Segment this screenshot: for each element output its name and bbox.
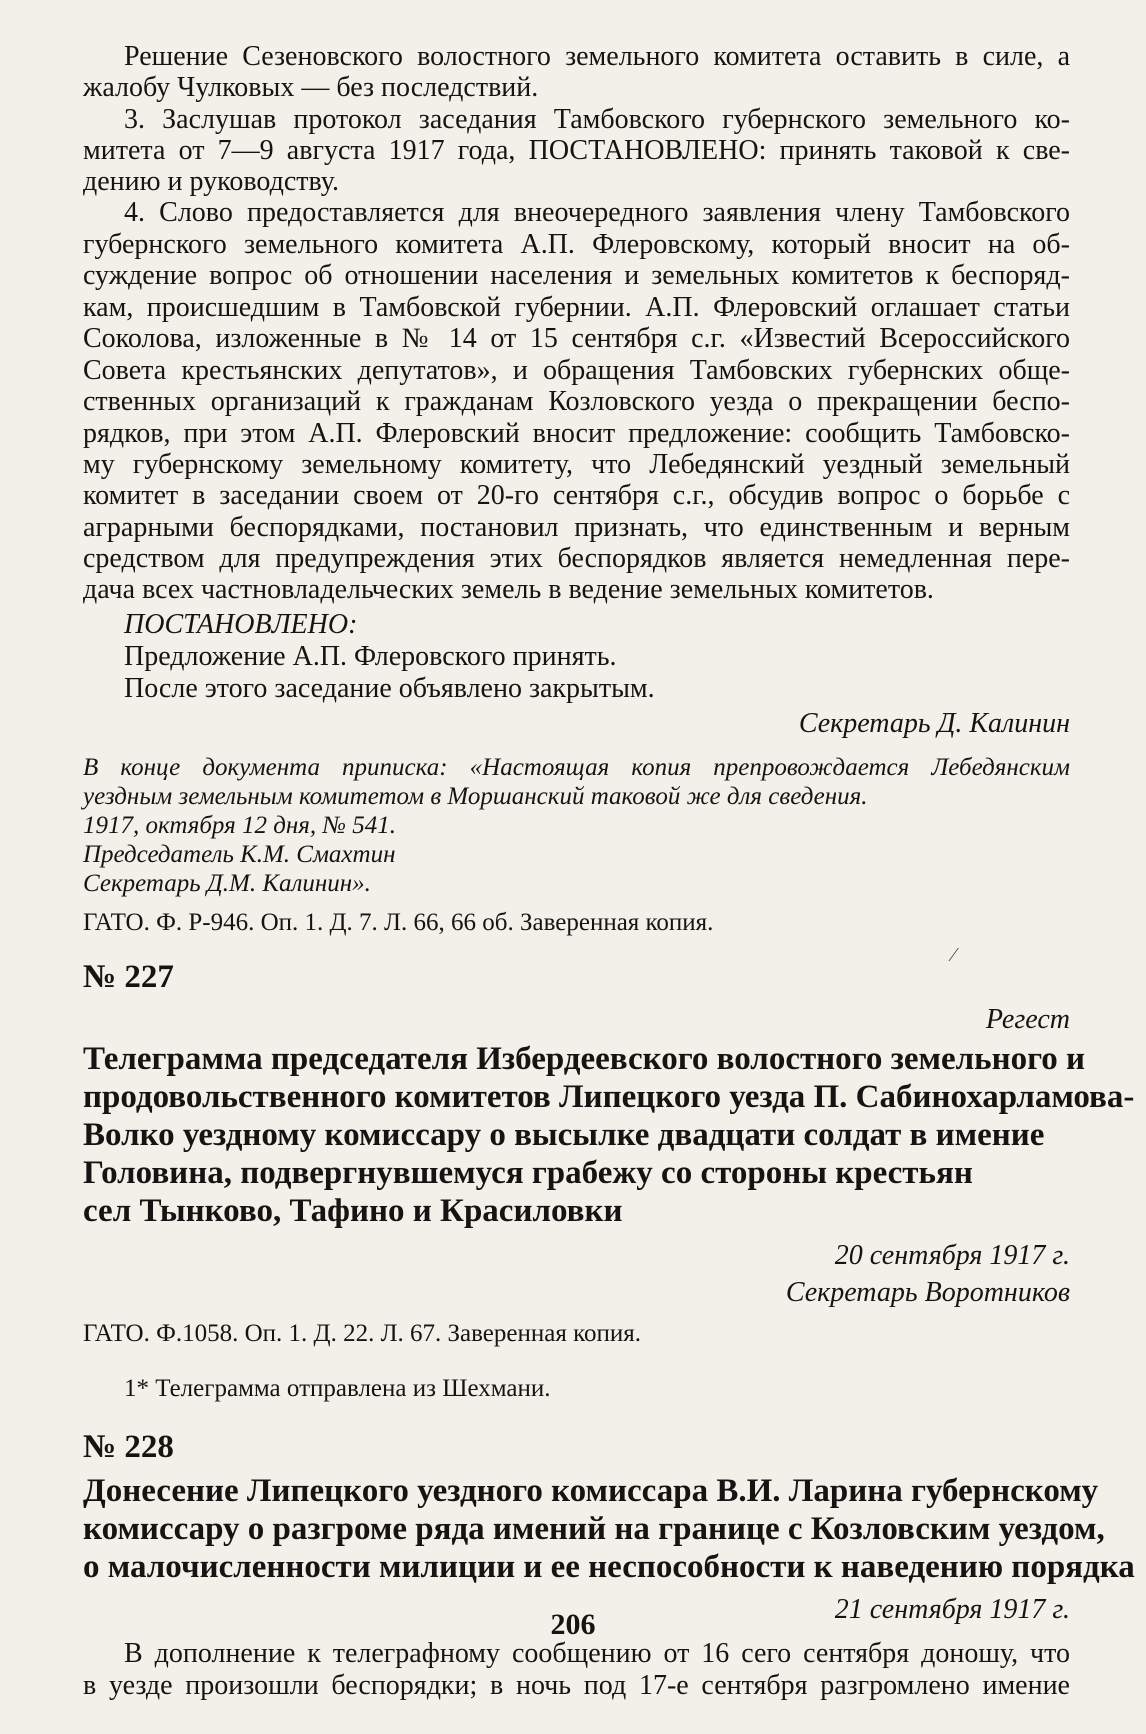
text-line: В дополнение к телеграфному сообщению от 16 сего сентября доношу, что	[124, 1638, 1070, 1669]
text-line: Соколова, изложенные в № 14 от 15 сентября с.г. «Известий Всероссийского	[83, 323, 1070, 354]
text-line: ПОСТАНОВЛЕНО:	[124, 609, 358, 640]
text-line: комитет в заседании своем от 20-го сентября с.г., обсудив вопрос о борьбе с	[83, 480, 1070, 511]
text-line: средством для предупреждения этих беспорядков является немедленная пере-	[83, 543, 1070, 574]
text-line: Предложение А.П. Флеровского принять.	[124, 641, 617, 672]
text-line: 1917, октября 12 дня, № 541.	[83, 812, 396, 839]
text-line: Секретарь Д. Калинин	[798, 708, 1070, 739]
text-line: Регест	[985, 1004, 1070, 1035]
text-line: Председатель К.М. Смахтин	[83, 841, 396, 868]
text-line: о малочисленности милиции и ее неспособности к наведению порядка	[83, 1549, 1135, 1585]
text-line: рядков, при этом А.П. Флеровский вносит предложение: сообщить Тамбовско-	[83, 418, 1070, 449]
text-line: жалобу Чулковых — без последствий.	[83, 72, 539, 103]
text-line: дача всех частновладельческих земель в ведение земельных комитетов.	[83, 574, 934, 605]
text-line: митета от 7—9 августа 1917 года, ПОСТАНОВЛЕНО: принять таковой к све-	[83, 135, 1070, 166]
text-line: в уезде произошли беспорядки; в ночь под 17-е сентября разгромлено имение	[83, 1670, 1070, 1701]
text-line: 1* Телеграмма отправлена из Шехмани.	[124, 1375, 551, 1402]
text-line: губернского земельного комитета А.П. Флеровскому, который вносит на об-	[83, 229, 1070, 260]
text-line: Головина, подвергнувшемуся грабежу со стороны крестьян	[83, 1155, 973, 1191]
text-line: кам, происшедшим в Тамбовской губернии. А.П. Флеровский оглашает статьи	[83, 292, 1070, 323]
text-line: Телеграмма председателя Избердеевского волостного земельного и	[83, 1041, 1086, 1077]
text-line: суждение вопрос об отношении населения и земельных комитетов к беспоряд-	[83, 260, 1070, 291]
text-line: В конце документа приписка: «Настоящая копия препровождается Лебедянским	[83, 754, 1070, 781]
text-line: Совета крестьянских депутатов», и обращения Тамбовских губернских обще-	[83, 355, 1070, 386]
text-line: Решение Сезеновского волостного земельного комитета оставить в силе, а	[124, 41, 1070, 72]
text-line: комиссару о разгроме ряда имений на границе с Козловским уездом,	[83, 1511, 1105, 1547]
text-line: Секретарь Д.М. Калинин».	[83, 870, 371, 897]
text-line: Секретарь Воротников	[785, 1277, 1070, 1308]
text-line: ГАТО. Ф. Р-946. Оп. 1. Д. 7. Л. 66, 66 об. Заверенная копия.	[83, 909, 714, 936]
text-line: № 228	[83, 1429, 174, 1465]
text-line: дению и руководству.	[83, 166, 339, 197]
text-line: № 227	[83, 959, 174, 995]
text-line: аграрными беспорядками, постановил признать, что единственным и верным	[83, 512, 1070, 543]
text-line: 21 сентября 1917 г.	[834, 1594, 1070, 1625]
text-line: 3. Заслушав протокол заседания Тамбовского губернского земельного ко-	[124, 104, 1070, 135]
page-number: 206	[550, 1608, 596, 1641]
text-line: му губернскому земельному комитету, что Лебедянский уездный земельный	[83, 449, 1070, 480]
text-line: продовольственного комитетов Липецкого уезда П. Сабинохарламова-	[83, 1079, 1135, 1115]
text-line: уездным земельным комитетом в Моршанский таковой же для сведения.	[83, 783, 868, 810]
text-line: ГАТО. Ф.1058. Оп. 1. Д. 22. Л. 67. Заверенная копия.	[83, 1320, 641, 1347]
text-line: сел Тынково, Тафино и Красиловки	[83, 1193, 623, 1229]
text-line: Донесение Липецкого уездного комиссара В.И. Ларина губернскому	[83, 1473, 1099, 1509]
regest-mark: ⁄	[952, 944, 956, 966]
text-line: ственных организаций к гражданам Козловского уезда о прекращении беспо-	[83, 386, 1070, 417]
text-line: 20 сентября 1917 г.	[834, 1240, 1070, 1271]
text-line: После этого заседание объявлено закрытым.	[124, 673, 655, 704]
text-line: 4. Слово предоставляется для внеочередного заявления члену Тамбовского	[124, 197, 1070, 228]
text-line: Волко уездному комиссару о высылке двадцати солдат в имение	[83, 1117, 1045, 1153]
